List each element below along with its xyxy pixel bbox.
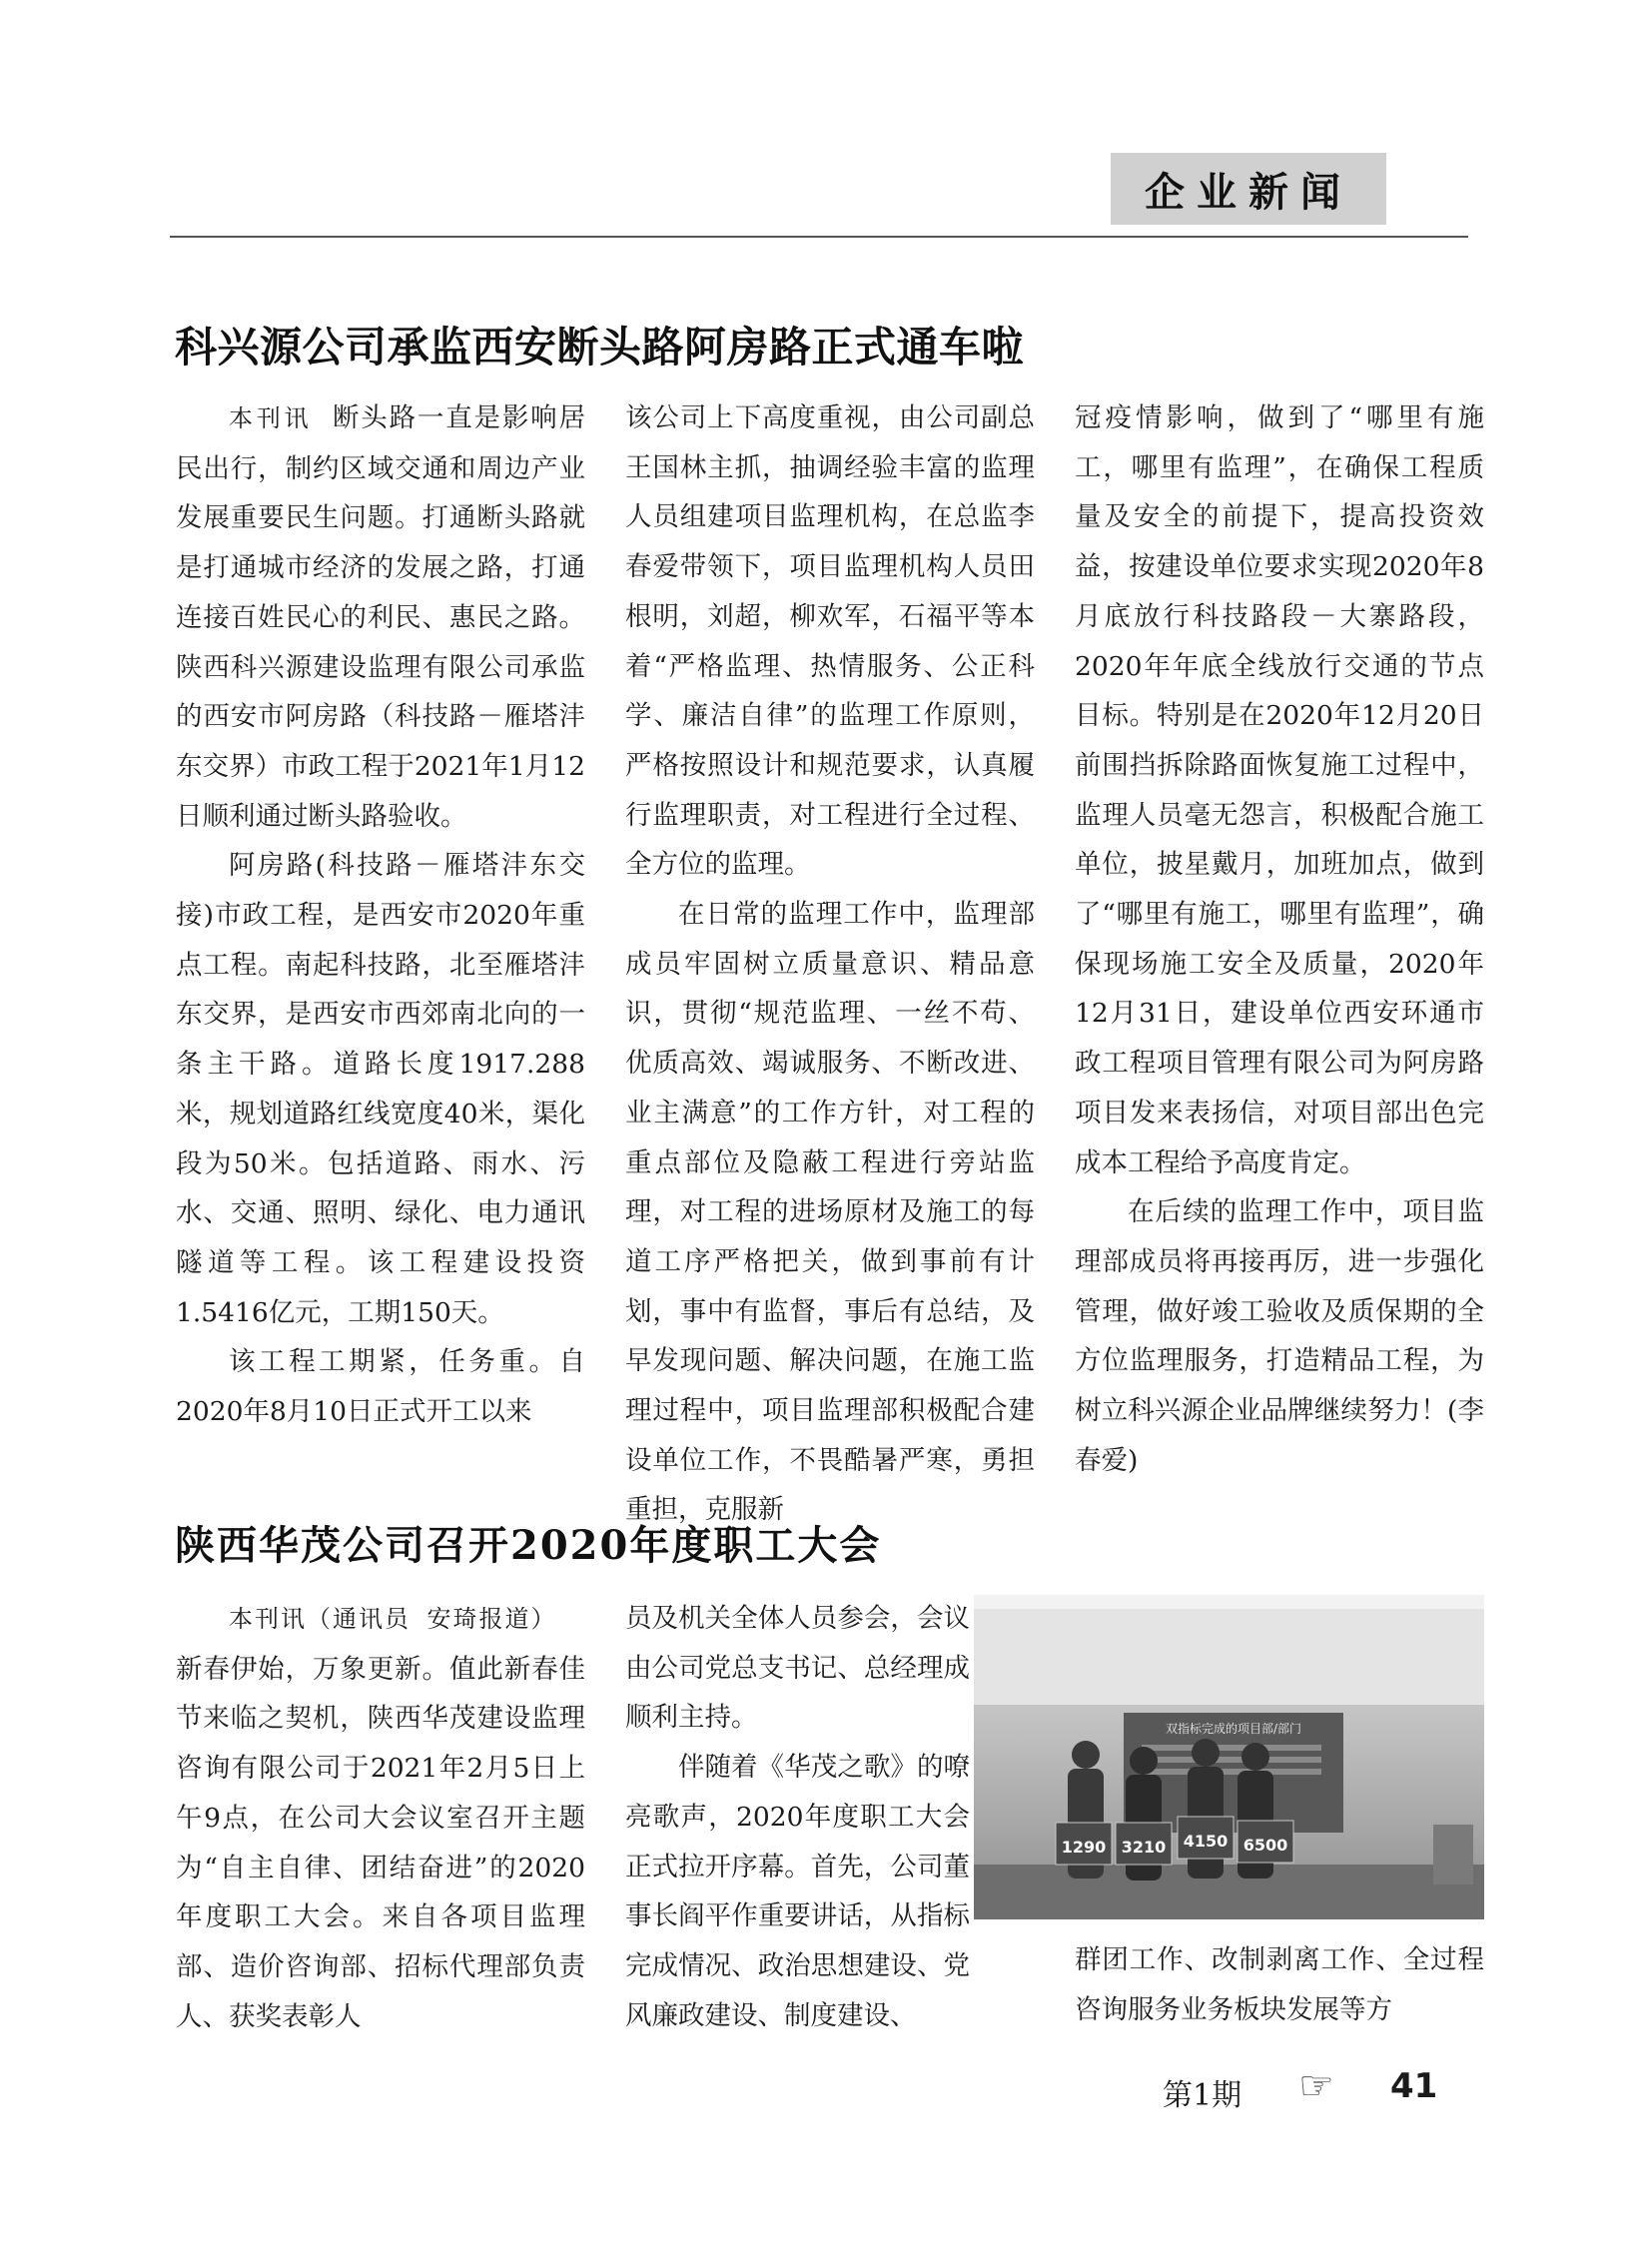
article1-p1: 断头路一直是影响居民出行，制约区域交通和周边产业发展重要民生问题。打通断头路就是打通城市经济的发展之路，打通连接百姓民心的利民、惠民之路。陕西科兴源建设监理有限公司承监的西安市阿房路（科技路－雁塔沣东交界）市政工程于2021年1月12日顺利通过断头路验收。	[176, 402, 586, 832]
issue-number: 第1期	[1163, 2078, 1242, 2113]
article1-p4a: 在日常的监理工作中，监理部成员牢固树立质量意识、精品意识，贯彻“规范监理、一丝不苟、优质高效、竭诚服务、不断改进、业主满意”的工作方针，对工程的重点部位及隐蔽工程进行旁站监理，对工程的进场原材及施工的每道工序严格把关，做到事前有计划，事中有监督，事后有总结，及早发现问题、解决问题，在施工监理过程中，项目监理部积极配合建设单位工作，不畏酷暑严寒，勇担重担，克服新	[625, 899, 1035, 1526]
screen-text: 双指标完成的项目部/部门	[1165, 1722, 1302, 1736]
article1-p2: 阿房路(科技路－雁塔沣东交接)市政工程，是西安市2020年重点工程。南起科技路，北至雁塔沣东交界，是西安市西郊南北向的一条主干路。道路长度1917.288米，规划道路红线宽度40米，渠化段为50米。包括道路、雨水、污水、交通、照明、绿化、电力通讯隧道等工程。该工程建设投资1.5416亿元，工期150天。	[176, 850, 585, 1328]
article2-p1a: 新春伊始，万象更新。值此新春佳节来临之契机，陕西华茂建设监理咨询有限公司于2021年2月5日上午9点，在公司大会议室召开主题为“自主自律、团结奋进”的2020年度职工大会。来自各项目监理部、造价咨询部、招标代理部负责人、获奖表彰人	[176, 1653, 585, 2032]
header-rule	[170, 236, 1468, 238]
svg-text:4150: 4150	[1183, 1832, 1229, 1851]
article1-title: 科兴源公司承监西安断头路阿房路正式通车啦	[175, 323, 1025, 372]
article2-column-3	[1075, 1935, 1484, 2035]
article2-p2a: 伴随着《华茂之歌》的嘹亮歌声，2020年度职工大会正式拉开序幕。首先，公司董事长阎平作重要讲话，从指标完成情况、政治思想建设、党风廉政建设、制度建设、	[625, 1752, 970, 2031]
article1-p3b: 该公司上下高度重视，由公司副总王国林主抓，抽调经验丰富的监理人员组建项目监理机构，在总监李春爱带领下，项目监理机构人员田根明，刘超，柳欢军，石福平等本着“严格监理、热情服务、公正科学、廉洁自律”的监理工作原则，严格按照设计和规范要求，认真履行监理职责，对工程进行全过程、全方位的监理。	[625, 402, 1035, 881]
article1-column-1	[176, 393, 585, 1460]
award-board-3	[1178, 1817, 1234, 1859]
pointing-hand-icon: ☞	[1298, 2063, 1334, 2109]
section-label: 企业新闻	[1111, 153, 1386, 225]
svg-text:1290: 1290	[1061, 1838, 1107, 1857]
article1-p4b: 冠疫情影响，做到了“哪里有施工，哪里有监理”，在确保工程质量及安全的前提下，提高投资效益，按建设单位要求实现2020年8月底放行科技路段－大寨路段，2020年年底全线放行交通的节点目标。特别是在2020年12月20日前围挡拆除路面恢复施工过程中，监理人员毫无怨言，积极配合施工单位，披星戴月，加班加点，做到了“哪里有施工，哪里有监理”，确保现场施工安全及质量，2020年12月31日，建设单位西安环通市政工程项目管理有限公司为阿房路项目发来表扬信，对项目部出色完成本工程给予高度肯定。	[1075, 402, 1484, 1178]
meeting-photo	[974, 1595, 1484, 1919]
page-number: 41	[1390, 2066, 1438, 2106]
award-board-4	[1238, 1821, 1293, 1863]
article1-column-3	[1075, 393, 1484, 1476]
article1-p3a: 该工程工期紧，任务重。自2020年8月10日正式开工以来	[176, 1346, 585, 1428]
svg-text:6500: 6500	[1242, 1836, 1288, 1855]
article2-column-1	[176, 1594, 585, 2032]
article2-title: 陕西华茂公司召开2020年度职工大会	[175, 1522, 882, 1569]
award-board-1	[1056, 1823, 1112, 1865]
svg-text:3210: 3210	[1121, 1838, 1167, 1857]
award-board-2	[1116, 1823, 1172, 1865]
article2-column-2	[625, 1594, 970, 2031]
article1-lead: 本刊讯	[229, 404, 313, 432]
article2-lead: 本刊讯（通讯员 安琦报道）	[229, 1605, 557, 1633]
article1-p5: 在后续的监理工作中，项目监理部成员将再接再厉，进一步强化管理，做好竣工验收及质保期的全方位监理服务，打造精品工程，为树立科兴源企业品牌继续努力！(李春爱)	[1075, 1196, 1484, 1476]
article2-p2b: 群团工作、改制剥离工作、全过程咨询服务业务板块发展等方	[1075, 1944, 1484, 2025]
article2-p1b: 员及机关全体人员参会，会议由公司党总支书记、总经理成顺利主持。	[625, 1603, 970, 1734]
article1-column-2	[625, 393, 1035, 1526]
meeting-photo-illustration	[974, 1595, 1484, 1919]
